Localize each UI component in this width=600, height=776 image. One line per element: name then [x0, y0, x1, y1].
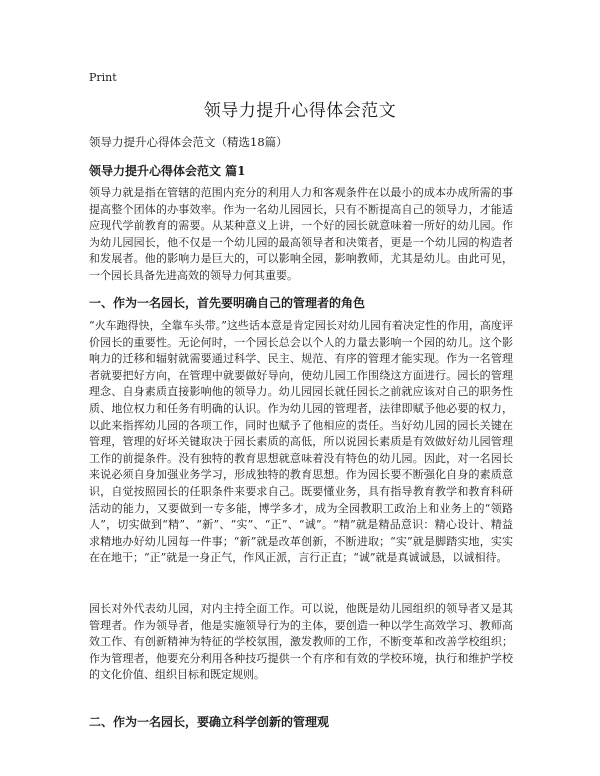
section-heading-2: 二、作为一名园长，要确立科学创新的管理观 — [89, 715, 330, 729]
section-heading-1: 一、作为一名园长，首先要明确自己的管理者的角色 — [89, 296, 366, 310]
page-title: 领导力提升心得体会范文 — [203, 101, 397, 121]
paragraph-role: “火车跑得快，全靠车头带。”这些话本意是肯定园长对幼儿园有着决定性的作用，高度评价园长的重要性。无论何时，一个园长总会以个人的力量去影响一个园的幼儿。这个影响力的迁移和辐射就需要通过科学、民主、规范、有序的管理才能实现。作为一名管理者就要把好方向，在管理中就要做好导向，使幼儿园工作围绕这方面进行。园长的管理理念、自身素质直接影响他的领导力。幼儿园园长就任园长之前就应该对自己的职务性质、地位权力和任务有明确的认识。作为幼儿园的管理者，法律即赋予他必要的权力，以此来指挥幼儿园的各项工作，同时也赋予了他相应的责任。当好幼儿园的园长关键在管理，管理的好坏关键取决于园长素质的高低，所以说园长素质是有效做好幼儿园管理工作的前提条件。没有独特的教育思想就意味着没有特色的幼儿园。因此，对一名园长来说必须自身加强业务学习，形成独特的教育思想。作为园长要不断强化自身的素质意识，自觉按照园长的任职条件来要求自己。既要懂业务，具有指导教育教学和教育科研活动的能力，又要做到一专多能，博学多才，成为全园教职工政治上和业务上的“领路人”，切实做到“精”、“新”、“实”、“正”、“诚”。“精”就是精品意识：精心设计、精益求精地办好幼儿园每一件事；“新”就是改革创新，不断进取；“实”就是脚踏实地，实实在在地干；“正”就是一身正气，作风正派，言行正直；“诚”就是真诚诚恳，以诚相待。 — [89, 319, 513, 565]
print-link[interactable]: Print — [89, 71, 117, 84]
paragraph-leader-manager: 园长对外代表幼儿园，对内主持全面工作。可以说，他既是幼儿园组织的领导者又是其管理者。作为领导者，他是实施领导行为的主体，要创造一种以学生高效学习、教师高效工作、有创新精神为特征的学校氛围，激发教师的工作，不断变革和改善学校组织；作为管理者，他要充分利用各种技巧提供一个有序和有效的学校环境，执行和维护学校的文化价值、组织目标和既定规则。 — [89, 602, 513, 682]
section-heading-article-1: 领导力提升心得体会范文 篇1 — [89, 164, 246, 178]
paragraph-intro: 领导力就是指在管辖的范围内充分的利用人力和客观条件在以最小的成本办成所需的事提高整个团体的办事效率。作为一名幼儿园园长，只有不断提高自己的领导力，才能适应现代学前教育的需要。从某种意义上讲，一个好的园长就意味着一所好的幼儿园。作为幼儿园园长，他不仅是一个幼儿园的最高领导者和决策者，更是一个幼儿园的构造者和发展者。他的影响力是巨大的，可以影响全园，影响教师，尤其是幼儿。由此可见，一个园长具备先进高效的领导力何其重要。 — [89, 186, 513, 282]
document-subtitle: 领导力提升心得体会范文（精选18篇） — [89, 135, 288, 149]
